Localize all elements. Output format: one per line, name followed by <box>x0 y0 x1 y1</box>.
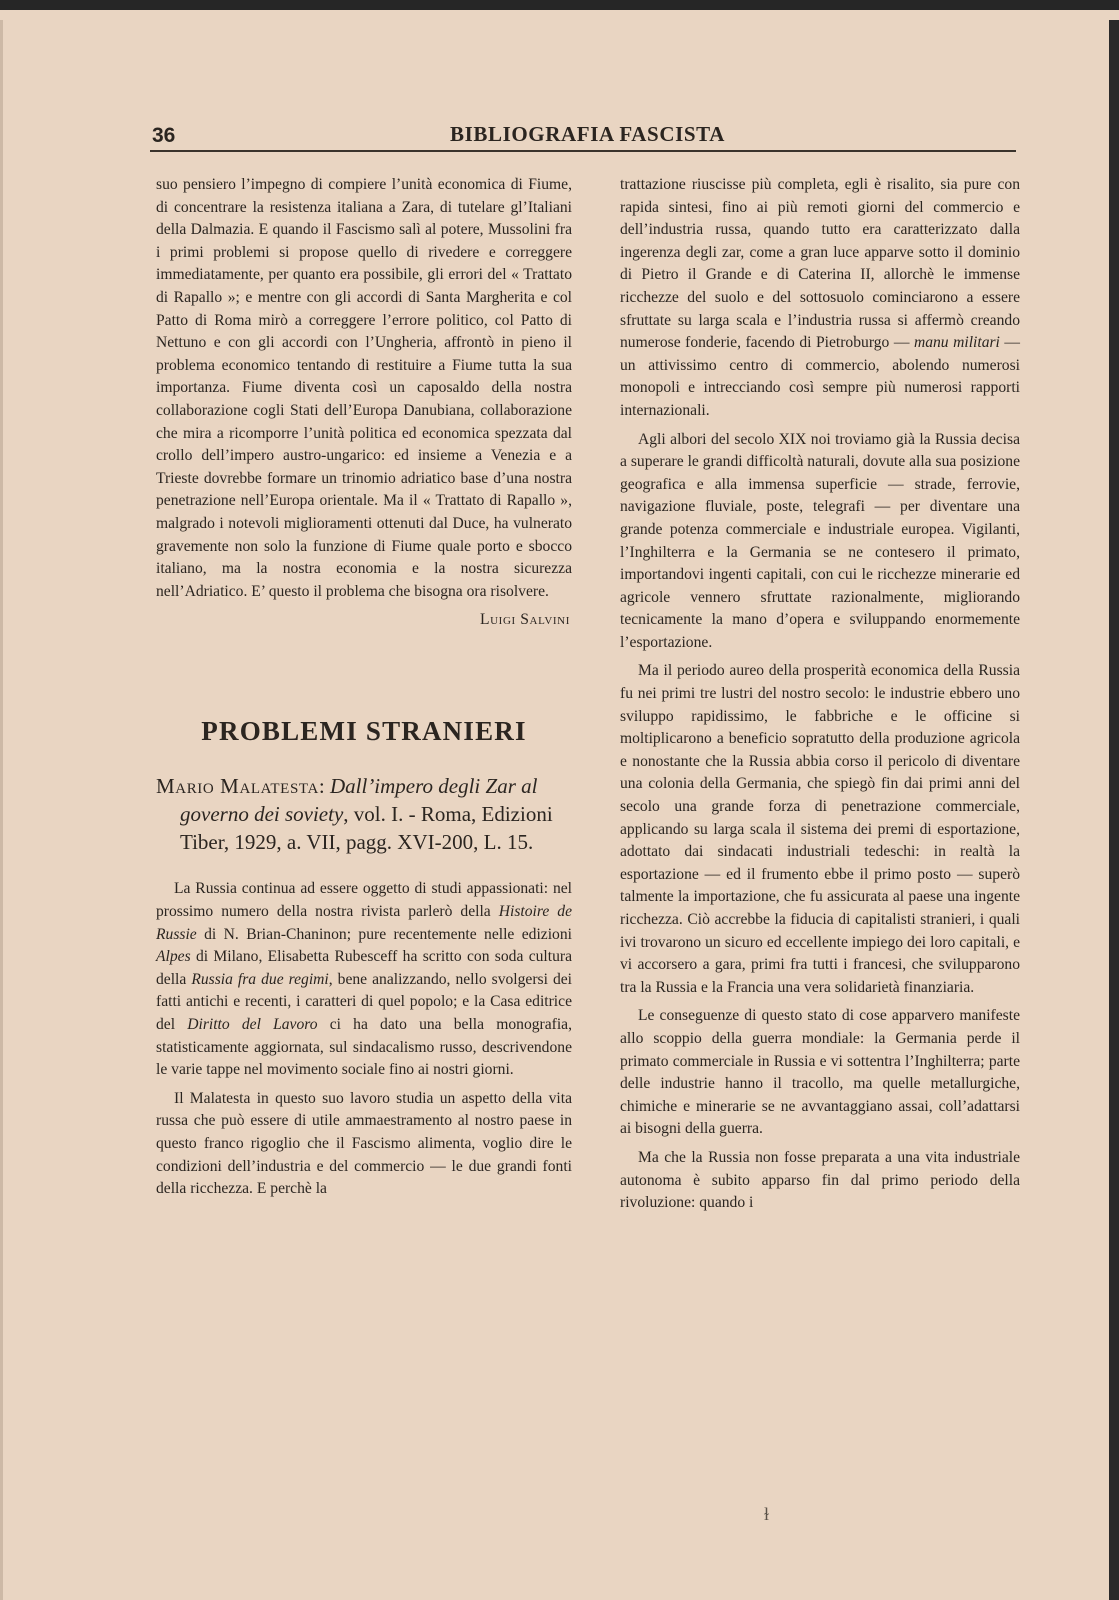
italic-title: Diritto del Lavoro <box>187 1016 318 1034</box>
italic-title: Russia fra due regimi <box>191 970 329 988</box>
page-header <box>150 118 1016 152</box>
author-signature: Luigi Salvini <box>480 611 570 629</box>
italic-title: Alpes <box>156 948 191 966</box>
book-separator: : <box>318 774 330 799</box>
italic-phrase: manu militari <box>913 334 1000 352</box>
review-paragraph-6: Le conseguenze di questo stato di cose apparvero manifeste allo scoppio della guerra mondiale: la Germania perde il primato commerciale in Russia e vi sottentra l’Inghilterra; parte delle industrie hanno il tracollo, ma quelle metallurgiche, chimiche e minerarie se ne avvantaggiano assai, coll’adattarsi ai bisogni della guerra. <box>620 1007 1020 1138</box>
text-run: di N. Brian-Chaninon; pure recentemente nelle edizioni <box>196 925 572 943</box>
review-paragraph-4: Agli albori del secolo XIX noi troviamo già la Russia decisa a superare le grandi difficoltà naturali, dovute alla sua posizione geografica e alla immensa superficie — strade, ferrovie, navigazione fluviale, poste, telegrafi — per diventare una grande potenza commerciale e industriale europea. Vigilanti, l’Inghilterra e la Germania se ne contesero il primato, importandovi ingenti capitali, con cui le ricchezze minerarie ed agricole vennero sfruttate razionalmente, migliorando tecnicamente la mano d’opera e sviluppando enormemente l’esportazione. <box>620 430 1020 651</box>
book-reference <box>156 772 572 856</box>
review-paragraph-5: Ma il periodo aureo della prosperità economica della Russia fu nei primi tre lustri del nostro secolo: le industrie ebbero uno sviluppo rapidissimo, le fabbriche e le officine si moltiplicarono a beneficio sopratutto della produzione agricola e nonostante che la Russia abbia corso il pericolo di diventare una colonia della Germania, che spiegò fin dai primi anni del secolo una grande forza di penetrazione commerciale, applicando su larga scala il sistema dei premi di esportazione, adottato dai sindacati industriali tedeschi: in realtà la esportazione — ed il frumento ebbe il primo posto — superò talmente la importazione, che fu assicurata al paese una ingente ricchezza. Ciò accrebbe la fiducia di capitalisti stranieri, i quali ivi trovarono un sicuro ed eccellente impiego dei loro capitali, e vi accorsero a gara, primi fra tutti i francesi, che svilupparono tra la Russia e la Francia una vera solidarietà finanziaria. <box>620 662 1020 996</box>
text-run: , bene analizzando, nello svolgersi dei fatti antichi e recenti, i caratteri di quel popolo; e la Casa editrice del <box>156 970 572 1034</box>
right-column <box>620 174 1020 1215</box>
review-paragraph-2: Il Malatesta in questo suo lavoro studia un aspetto della vita russa che può essere di utile ammaestramento al nostro paese in questo franco rigoglio che il Fascismo alimenta, voglio dire le condizioni dell’industria e del commercio — le due grandi fonti della ricchezza. E perchè la <box>156 1089 572 1198</box>
review-paragraph-1 <box>156 878 572 1081</box>
italic-title: Histoire de Russie <box>156 903 572 943</box>
text-run: ci ha dato una bella monografia, statisticamente aggiornata, sul sindacalismo russo, descrivendone le varie tappe nel movimento sociale fino ai nostri giorni. <box>156 1016 573 1079</box>
text-run: La Russia continua ad essere oggetto di studi appassionati: nel prossimo numero della nostra rivista parlerò della <box>156 880 572 921</box>
section-title: PROBLEMI STRANIERI <box>201 715 527 746</box>
text-run: di Milano, Elisabetta Rubesceff ha scritto con soda cultura della <box>156 948 572 988</box>
left-column <box>156 174 572 1201</box>
page-right-edge <box>1109 20 1119 1600</box>
continuation-paragraph: suo pensiero l’impegno di compiere l’unità economica di Fiume, di concentrare la resistenza italiana a Zara, di tutelare gl’Italiani della Dalmazia. E quando il Fascismo salì al potere, Mussolini fra i primi problemi si propose quello di rivedere e correggere immediatamente, per quanto era possibile, gli errori del « Trattato di Rapallo »; e mentre con gli accordi di Santa Margherita e col Patto di Roma mirò a correggere l’errore politico, col Patto di Nettuno e con gli accordi con l’Ungheria, affrontò in pieno il problema economico tentando di restituire a Fiume tutta la sua importanza. Fiume diventa così un caposaldo della nostra collaborazione cogli Stati dell’Europa Danubiana, collaborazione che mira a ricomporre l’unità politica ed economica spezzata dal crollo dell’impero austro-ungarico: ed insieme a Venezia e a Trieste dovrebbe formare un trinomio adriatico base d’una nostra penetrazione nell’Europa orientale. Ma il « Trattato di Rapallo », malgrado i notevoli miglioramenti ottenuti dal Duce, ha vulnerato gravemente non solo la funzione di Fiume quale porto e sbocco italiano, ma la nostra economia e la nostra sicurezza nell’Adriatico. E’ questo il problema che bisogna ora risolvere. <box>156 176 572 600</box>
review-paragraph-3 <box>620 174 1020 423</box>
page-left-edge <box>0 20 3 1600</box>
book-author: Mario Malatesta <box>156 774 319 799</box>
printer-mark: ɫ <box>764 1504 770 1524</box>
review-paragraph-7: Ma che la Russia non fosse preparata a una vita industriale autonoma è subito apparso fin dal primo periodo della rivoluzione: quando i <box>620 1148 1020 1212</box>
book-title: Dall’impero degli Zar al governo dei soviety <box>180 774 538 827</box>
text-run: — un attivissimo centro di commercio, abolendo numerosi monopoli e intrecciando così sempre più numerosi rapporti internazionali. <box>620 334 1020 419</box>
page-number: 36 <box>152 124 176 147</box>
book-details: , vol. I. - Roma, Edizioni Tiber, 1929, a. VII, pagg. XVI-200, L. 15. <box>180 802 553 855</box>
running-title: BIBLIOGRAFIA FASCISTA <box>450 122 725 146</box>
text-run: trattazione riuscisse più completa, egli è risalito, sia pure con rapida sintesi, fino ai più remoti giorni del commercio e dell’industria russa, quando tutto era caratterizzato dalla ingerenza degli zar, come a gran luce apparve sotto il dominio di Pietro il Grande e di Caterina II, allorchè le immense ricchezze del suolo e del sottosuolo cominciarono a essere sfruttate su larga scala e l’industria russa si affermò creando numerose fonderie, facendo di Pietroburgo — <box>620 176 1020 352</box>
